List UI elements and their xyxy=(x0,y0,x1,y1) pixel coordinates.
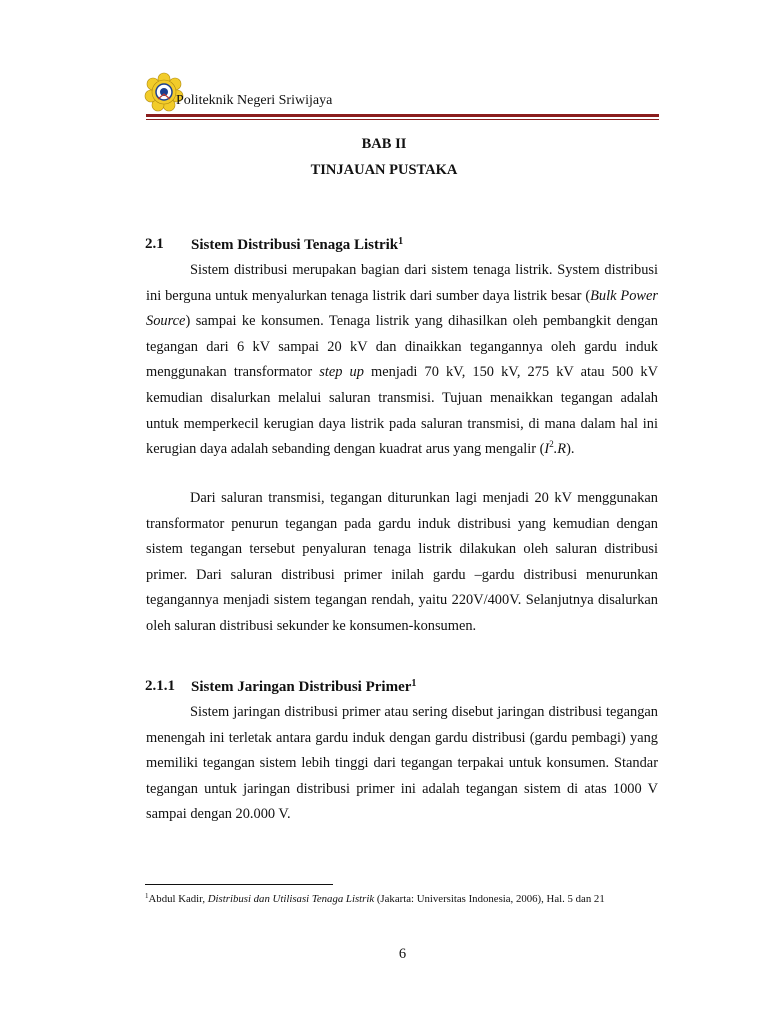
footnote-book-title: Distribusi dan Utilisasi Tenaga Listrik xyxy=(207,893,375,905)
header-rule-thin xyxy=(146,119,659,120)
header-rule-thick xyxy=(146,114,659,117)
institution-name: Politeknik Negeri Sriwijaya xyxy=(176,93,333,108)
footnote-publication: (Jakarta: Universitas Indonesia, 2006), Hal. 5 dan 21 xyxy=(374,893,605,905)
paragraph-text: Dari saluran transmisi, tegangan diturunkan lagi menjadi 20 kV menggunakan transformator penurun tegangan pada gardu induk distribusi yang kemudian dengan sistem tegangan tersebut penyaluran tenaga listrik dilakukan oleh saluran distribusi primer. Dari saluran distribusi primer inilah gardu –gardu distribusi menurunkan tegangannya menjadi sistem tegangan rendah, yaitu 220V/400V. Selanjutnya disalurkan oleh saluran distribusi sekunder ke konsumen-konsumen. xyxy=(146,490,658,634)
paragraph-text: Sistem distribusi merupakan bagian dari sistem tenaga listrik. System distribusi ini berguna untuk menyalurkan tenaga listrik dari sumber daya listrik besar ( xyxy=(146,262,658,304)
page-number: 6 xyxy=(398,946,407,962)
section-title-text: Sistem Jaringan Distribusi Primer xyxy=(191,679,412,695)
section-title xyxy=(191,236,403,254)
footnote-separator xyxy=(145,884,333,885)
paragraph-2-1-b xyxy=(146,486,658,640)
section-number: 2.1.1 xyxy=(145,678,175,694)
formula-current: I xyxy=(544,441,550,458)
chapter-number: BAB II xyxy=(361,136,407,152)
paragraph-text: menjadi 70 kV, 150 kV, 275 kV atau 500 kV kemudian disalurkan melalui saluran transmisi. Tujuan menaikkan tegangan adalah untuk memperkecil kerugian daya listrik pada saluran transmisi, di mana dalam hal ini kerugian daya adalah sebanding dengan kuadrat arus yang mengalir ( xyxy=(146,364,658,458)
paragraph-text: ). xyxy=(566,441,575,458)
italic-term: step up xyxy=(319,364,364,381)
paragraph-text: ) sampai ke konsumen. Tenaga listrik yang dihasilkan oleh pembangkit dengan tegangan dari 6 kV sampai 20 kV dan dinaikkan tegangannya oleh gardu induk menggunakan transformator xyxy=(146,313,658,381)
footnote xyxy=(145,892,605,905)
page-header xyxy=(142,70,662,122)
paragraph-text: Sistem jaringan distribusi primer atau sering disebut jaringan distribusi tegangan menengah ini terletak antara gardu induk dengan gardu distribusi (gardu pembagi) yang memiliki tegangan sistem lebih tinggi dari tegangan terpakai untuk konsumen. Standar tegangan untuk jaringan distribusi primer ini adalah tegangan sistem di atas 1000 V sampai dengan 20.000 V. xyxy=(146,704,658,823)
formula-resistance: .R xyxy=(553,441,567,458)
paragraph-2-1-a xyxy=(146,258,658,463)
section-title-text: Sistem Distribusi Tenaga Listrik xyxy=(191,237,399,253)
footnote-ref: 1 xyxy=(411,678,417,689)
italic-term: Bulk Power Source xyxy=(146,287,658,330)
section-title xyxy=(191,678,416,696)
section-number: 2.1 xyxy=(145,236,164,252)
footnote-mark: 1 xyxy=(145,892,149,900)
formula-exponent: 2 xyxy=(549,439,554,450)
footnote-ref: 1 xyxy=(398,236,404,247)
paragraph-2-1-1-a xyxy=(146,700,658,828)
chapter-title: TINJAUAN PUSTAKA xyxy=(310,162,458,178)
footnote-author: Abdul Kadir, xyxy=(148,893,208,905)
